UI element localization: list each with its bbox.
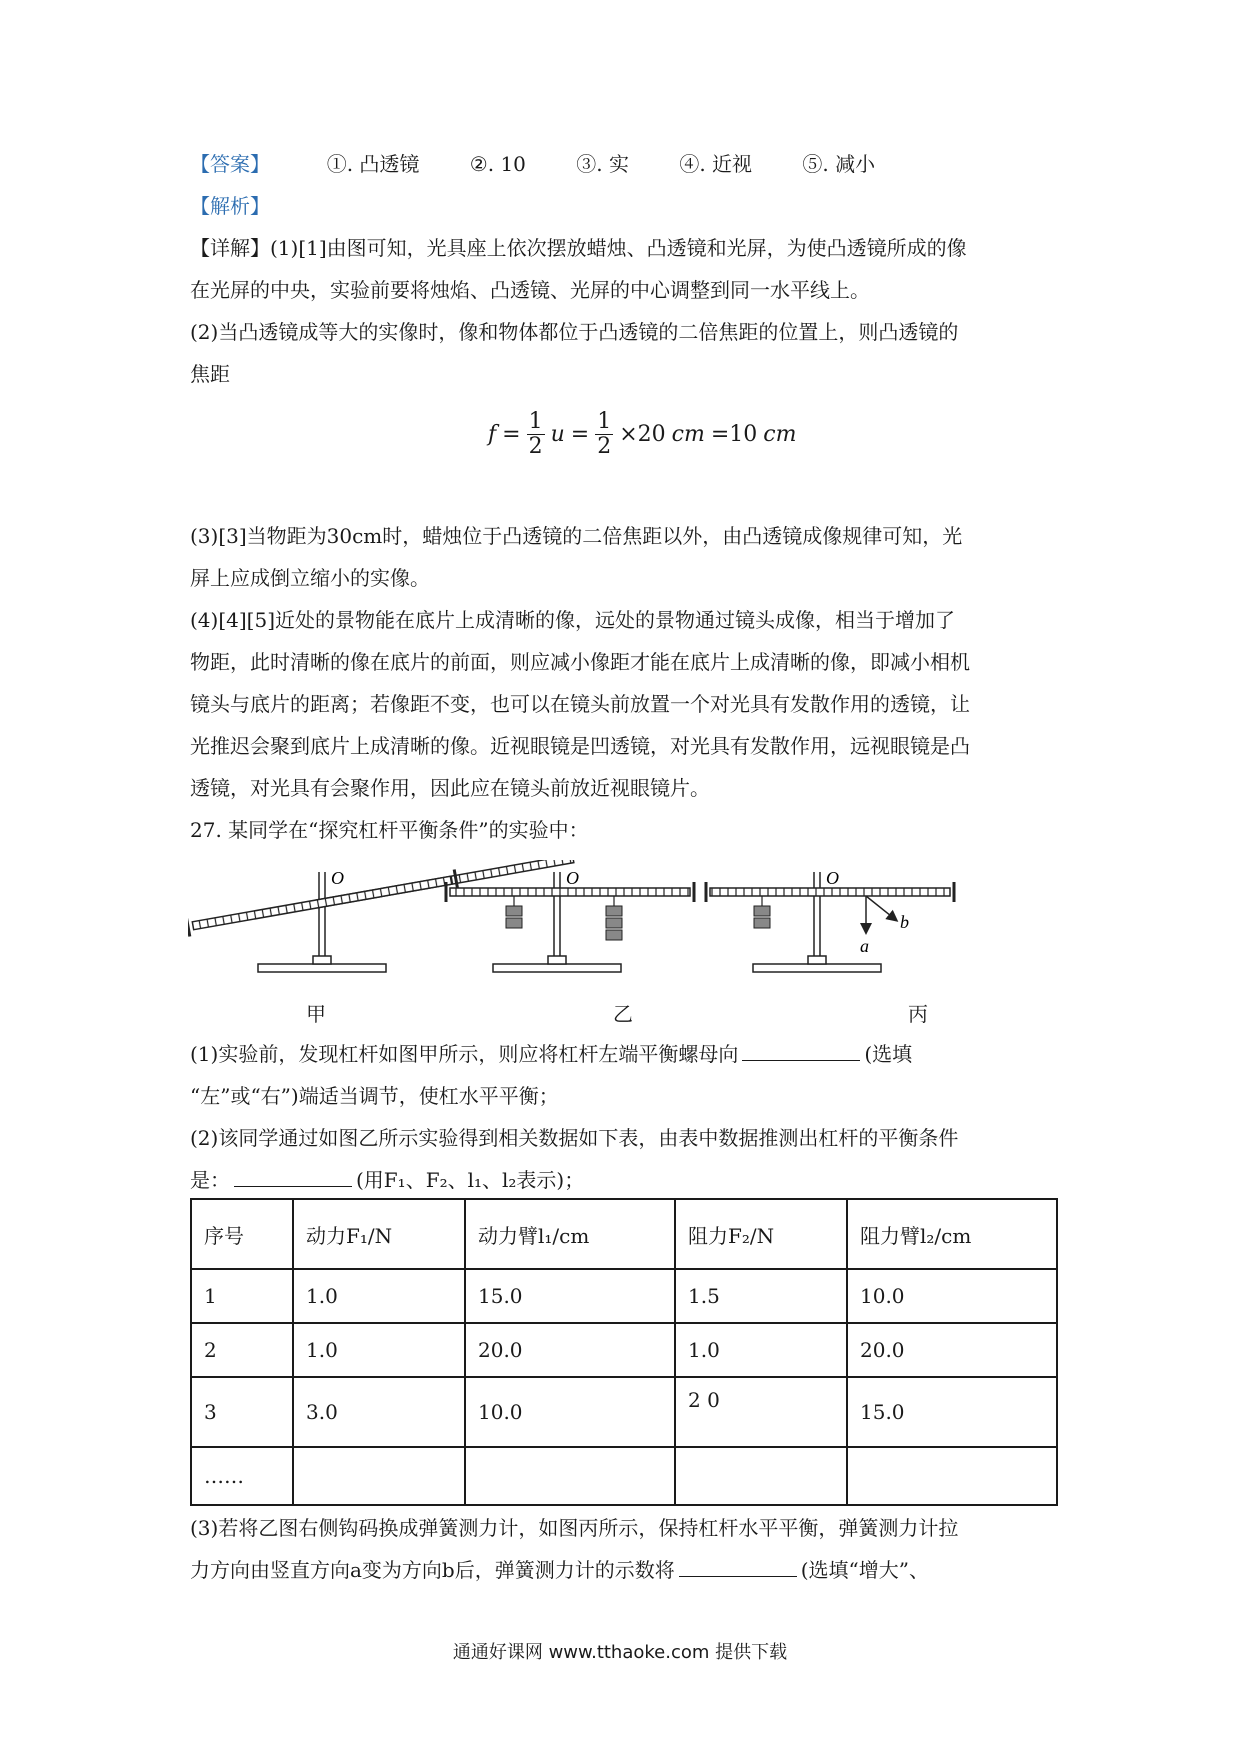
answer-item-2: ②. 10 — [469, 152, 526, 176]
fraction-denominator: 2 — [528, 434, 543, 459]
fraction-numerator: 1 — [597, 409, 612, 434]
table-cell: 3.0 — [293, 1377, 465, 1447]
q1-tail: (选填 — [864, 1042, 913, 1066]
detail-p4-line2: 物距，此时清晰的像在底片的前面，则应减小像距才能在底片上成清晰的像，即减小相机 — [190, 650, 970, 674]
formula-fraction-2 — [595, 410, 613, 459]
force-arrow-b — [866, 896, 896, 920]
table-cell: 15.0 — [847, 1377, 1057, 1447]
detail-p4-line5: 透镜，对光具有会聚作用，因此应在镜头前放近视眼镜片。 — [190, 776, 710, 800]
pivot-label: O — [826, 868, 839, 888]
table-header-cell: 阻力臂l₂/cm — [847, 1199, 1057, 1269]
arrow-b-label: b — [900, 912, 909, 932]
detail-p3-line2: 屏上应成倒立缩小的实像。 — [190, 566, 430, 590]
formula-cm-1: cm — [671, 422, 705, 447]
answer-item-3: ③. 实 — [576, 152, 629, 176]
detail-tag: 【详解】 — [190, 236, 270, 260]
fraction-numerator: 1 — [528, 409, 543, 434]
q3-line2 — [190, 1556, 929, 1584]
detail-p1-text: (1)[1]由图可知，光具座上依次摆放蜡烛、凸透镜和光屏，为使凸透镜所成的像 — [270, 236, 967, 260]
pivot-label: O — [566, 868, 579, 888]
table-header-row — [191, 1199, 1057, 1269]
detail-p1-line2: 在光屏的中央，实验前要将烛焰、凸透镜、光屏的中心调整到同一水平线上。 — [190, 278, 870, 302]
table-row — [191, 1447, 1057, 1505]
formula-result: =10 — [710, 422, 758, 447]
table-cell: 10.0 — [847, 1269, 1057, 1323]
figure-label-bing: 丙 — [908, 1002, 928, 1026]
table-cell: 1.5 — [675, 1269, 847, 1323]
table-header-cell: 阻力F₂/N — [675, 1199, 847, 1269]
detail-p2-line2: 焦距 — [190, 362, 230, 386]
formula-fraction-1 — [527, 410, 545, 459]
page-footer: 通通好课网 www.tthaoke.com 提供下载 — [452, 1642, 788, 1663]
q3-head: 力方向由竖直方向a变为方向b后，弹簧测力计的示数将 — [190, 1558, 675, 1582]
table-cell: …… — [191, 1447, 293, 1505]
table-row — [191, 1377, 1057, 1447]
table-cell: 2 — [191, 1323, 293, 1377]
focal-length-formula — [488, 410, 796, 459]
formula-cm-2: cm — [763, 422, 797, 447]
pivot-label: O — [331, 868, 344, 888]
formula-eq: = — [502, 422, 521, 447]
formula-eq-2: = — [570, 422, 590, 447]
detail-p3-line1: (3)[3]当物距为30cm时，蜡烛位于凸透镜的二倍焦距以外，由凸透镜成像规律可知，光 — [190, 524, 963, 548]
table-cell: 2 0 — [675, 1377, 847, 1447]
table-header-cell: 动力臂l₁/cm — [465, 1199, 675, 1269]
answer-item-4: ④. 近视 — [679, 152, 753, 176]
q3-answer-blank[interactable] — [679, 1556, 797, 1577]
detail-p4-line4: 光推迟会聚到底片上成清晰的像。近视眼镜是凹透镜，对光具有发散作用，远视眼镜是凸 — [190, 734, 970, 758]
q2-head: 是： — [190, 1168, 230, 1192]
table-cell: 1.0 — [675, 1323, 847, 1377]
figure-label-yi: 乙 — [613, 1002, 633, 1026]
q2-answer-blank[interactable] — [234, 1166, 352, 1187]
q1-text: (1)实验前，发现杠杆如图甲所示，则应将杠杆左端平衡螺母向 — [190, 1042, 739, 1066]
answer-item-1: ①. 凸透镜 — [326, 152, 420, 176]
table-cell: 10.0 — [465, 1377, 675, 1447]
figure-label-jia: 甲 — [306, 1002, 326, 1026]
table-row — [191, 1269, 1057, 1323]
q2-tail: (用F₁、F₂、l₁、l₂表示)； — [356, 1168, 585, 1192]
fraction-denominator: 2 — [597, 434, 612, 459]
q2-line1: (2)该同学通过如图乙所示实验得到相关数据如下表，由表中数据推测出杠杆的平衡条件 — [190, 1126, 959, 1150]
table-cell: 1.0 — [293, 1269, 465, 1323]
table-header-cell: 序号 — [191, 1199, 293, 1269]
detail-p1-line1 — [190, 234, 967, 262]
table-cell: 20.0 — [465, 1323, 675, 1377]
table-cell: 1 — [191, 1269, 293, 1323]
lever-data-table — [190, 1198, 1058, 1506]
question-title: 27. 某同学在“探究杠杆平衡条件”的实验中： — [190, 818, 589, 842]
lever-figures — [188, 860, 1068, 1010]
answer-item-5: ⑤. 减小 — [802, 152, 876, 176]
q3-tail: (选填“增大”、 — [800, 1558, 929, 1582]
table-cell: 15.0 — [465, 1269, 675, 1323]
detail-p2-line1: (2)当凸透镜成等大的实像时，像和物体都位于凸透镜的二倍焦距的位置上，则凸透镜的 — [190, 320, 959, 344]
q1-line2: “左”或“右”)端适当调节，使杠水平平衡； — [190, 1084, 559, 1108]
table-cell — [465, 1447, 675, 1505]
answer-tag: 【答案】 — [190, 152, 270, 176]
table-cell — [847, 1447, 1057, 1505]
formula-u: u — [550, 422, 565, 447]
analysis-tag: 【解析】 — [190, 194, 270, 218]
figure-bing — [706, 868, 954, 972]
table-row — [191, 1323, 1057, 1377]
table-cell — [293, 1447, 465, 1505]
table-cell: 1.0 — [293, 1323, 465, 1377]
figure-yi — [446, 868, 694, 972]
detail-p4-line3: 镜头与底片的距离；若像距不变，也可以在镜头前放置一个对光具有发散作用的透镜，让 — [190, 692, 970, 716]
q2-line2 — [190, 1166, 584, 1194]
formula-mid: ×20 — [619, 422, 666, 447]
table-cell: 20.0 — [847, 1323, 1057, 1377]
table-header-cell: 动力F₁/N — [293, 1199, 465, 1269]
formula-f: f — [488, 422, 497, 447]
q1-line1 — [190, 1040, 912, 1068]
q3-line1: (3)若将乙图右侧钩码换成弹簧测力计，如图丙所示，保持杠杆水平平衡，弹簧测力计拉 — [190, 1516, 959, 1540]
detail-p4-line1: (4)[4][5]近处的景物能在底片上成清晰的像，远处的景物通过镜头成像，相当于增加了 — [190, 608, 955, 632]
table-cell — [675, 1447, 847, 1505]
table-cell: 3 — [191, 1377, 293, 1447]
arrow-a-label: a — [860, 936, 869, 956]
answer-line — [190, 150, 919, 178]
q1-answer-blank[interactable] — [742, 1040, 860, 1061]
